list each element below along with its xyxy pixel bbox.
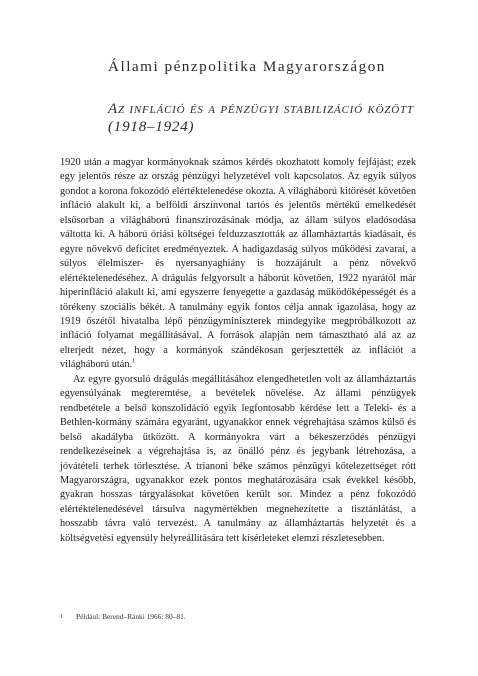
chapter-title: Állami pénzpolitika Magyarországon bbox=[108, 58, 386, 75]
paragraph-2-text: Az egyre gyorsuló drágulás megállításához elengedhetetlen volt az államháztartás egyensúlyának megteremtése, a bevételek növelése. Az állami pénzügyek rendbetétele a belső konszolidáció egyik legfontosabb kérdése lett a Teleki- és a Bethlen-kormány számára egyaránt, ugyanakkor ennek végrehajtása számos külső és belső akadályba ütközött. A kormányokra várt a békeszerződés pénzügyi rendelkezéseinek a végrehajtása is, az önálló pénz és jegybank létrehozása, a jóvátételi terhek törlesztése. A trianoni béke számos pénzügyi kötelezettséget rótt Magyarországra, ugyanakkor ezek pontos meghatározására csak évekkel később, gyakran hosszas tárgyalásokat követően került sor. Mindez a pénz fokozódó elértéktelenedésével társulva nagymértékben megnehezítette a tisztánlátást, a hosszabb távra való tervezést. A tanulmány az államháztartás helyzetét és a költségvetési egyensúly helyreállítására tett kísérleteket elemzi részletesebben. bbox=[60, 373, 416, 544]
chapter-subtitle: Az infláció és a pénzügyi stabilizáció között (1918–1924) bbox=[108, 101, 414, 135]
footnote-ref-1[interactable]: 1 bbox=[132, 358, 136, 365]
paragraph-2 bbox=[60, 373, 416, 546]
paragraph-1-text: 1920 után a magyar kormányoknak számos kérdés okozhatott komoly fejfájást; ezek egy jelentős része az ország pénzügyi helyzetével volt kapcsolatos. Az egyik súlyos gondot a korona fokozódó elértéktelenedése okozta. A világháború kitörését követően infláció alakult ki, a belföldi árszínvonal tartós és jelentős mértékű emelkedését elsősorban a világháború finanszírozásának módja, az állam súlyos eladósodása váltotta ki. A háború óriási költségei felduzzasztották az államháztartás kiadásait, és egyre növekvő deficitet eredményeztek. A hadigazdaság súlyos működési zavarai, a súlyos élelmiszer- és nyersanyaghiány is hozzájárult a pénz növekvő elértéktelenedéséhez. A drágulás felgyorsult a háborút követően, 1922 nyarától már hiperinfláció alakult ki, ami egyszerre fenyegette a gazdaság működőképességét és a törékeny szociális békét. A tanulmány egyik fontos célja annak igazolása, hogy az 1919 őszétől hivatalba lépő pénzügyminiszterek mindegyike megpróbálkozott az infláció folyamat megállításával. A források alapján nem támasztható alá az az elterjedt nézet, hogy a kormányok szándékosan gerjesztették az inflációt a világháború után. bbox=[60, 157, 416, 371]
footnote-number: 1 bbox=[60, 614, 63, 620]
footnote-text: Például: Berend–Ránki 1966: 80–81. bbox=[76, 612, 186, 621]
main-text bbox=[60, 156, 416, 546]
footnote bbox=[60, 612, 416, 622]
paragraph-1 bbox=[60, 156, 416, 373]
